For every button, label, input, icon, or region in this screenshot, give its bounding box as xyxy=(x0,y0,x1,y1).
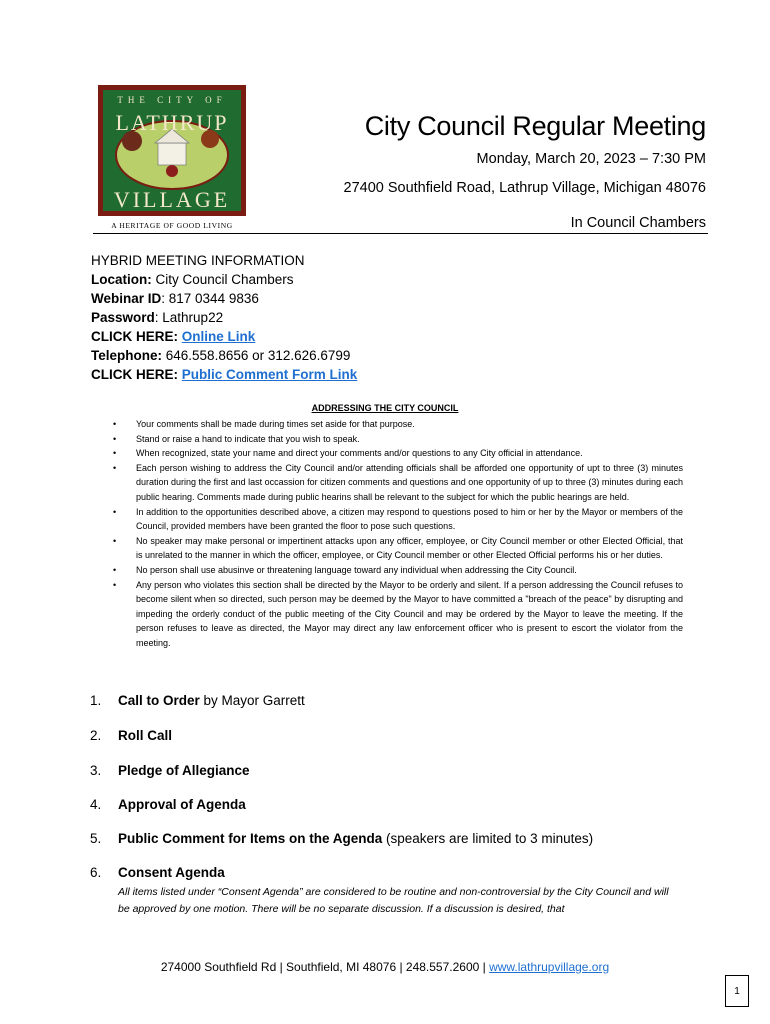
meeting-location: In Council Chambers xyxy=(570,215,706,231)
bullet-icon: • xyxy=(113,506,117,517)
rule-text: When recognized, state your name and direct your comments and/or questions to any City official in attendance. xyxy=(136,448,583,459)
rule-text: Any person who violates this section shall be directed by the Mayor to be orderly and silent. If a person addressing the Council refuses to become silent when so directed, such person may be deemed by the Mayor to have committed a "breach of the peace" by disrupting and impeding the orderly conduct of the public meeting of the City Council and may be ordered by the Mayor to leave the meeting. If the person refuses to leave as directed, the Mayor may direct any law enforcement officer who is present to escort the violator from the meeting. xyxy=(136,579,683,648)
header-divider xyxy=(93,233,708,234)
footer-text: 274000 Southfield Rd | Southfield, MI 48076 | 248.557.2600 | xyxy=(160,960,490,974)
list-item xyxy=(113,563,683,578)
addressing-heading: ADDRESSING THE CITY COUNCIL xyxy=(311,403,459,413)
website-link[interactable]: www.lathrupvillage.org xyxy=(489,960,610,974)
logo-tagline: A HERITAGE OF GOOD LIVING xyxy=(111,221,233,230)
agenda-item xyxy=(90,763,250,778)
location-line xyxy=(91,270,357,289)
hybrid-heading: HYBRID MEETING INFORMATION xyxy=(91,253,305,268)
agenda-number: 2. xyxy=(90,728,102,743)
logo-big-bottom: VILLAGE xyxy=(113,187,231,212)
gazebo-icon xyxy=(158,143,186,165)
consent-agenda-note: All items listed under “Consent Agenda” are considered to be routine and non-controversial by the City Council and will be approved by one motion. There will be no separate discussion. If a discussion is desired, that xyxy=(118,886,669,915)
logo-big-top: LATHRUP xyxy=(115,110,229,135)
webinar-value: : 817 0344 9836 xyxy=(161,291,259,306)
rule-text: Your comments shall be made during times set aside for that purpose. xyxy=(136,419,415,429)
password-line xyxy=(91,308,357,327)
rule-text: Stand or raise a hand to indicate that you wish to speak. xyxy=(136,433,360,444)
agenda-title: Public Comment for Items on the Agenda xyxy=(118,831,383,846)
agenda-number: 3. xyxy=(90,763,102,778)
location-value: City Council Chambers xyxy=(151,272,294,287)
agenda-detail: (speakers are limited to 3 minutes) xyxy=(382,831,594,846)
webinar-line xyxy=(91,289,357,308)
public-comment-form-link[interactable]: Public Comment Form Link xyxy=(181,367,358,382)
telephone-value: 646.558.8656 or 312.626.6799 xyxy=(162,348,351,363)
page-title: City Council Regular Meeting xyxy=(364,111,706,141)
rule-text: No person shall use abusinve or threatening language toward any individual when addressing the City Council. xyxy=(136,564,577,575)
bullet-icon: • xyxy=(113,579,117,590)
location-label: Location: xyxy=(91,272,152,287)
list-item xyxy=(113,417,683,432)
agenda-number: 5. xyxy=(90,831,102,846)
agenda-title: Roll Call xyxy=(118,728,173,743)
agenda-item xyxy=(90,693,305,708)
agenda-title: Call to Order xyxy=(118,693,200,708)
agenda-title: Approval of Agenda xyxy=(118,797,246,812)
agenda-title: Consent Agenda xyxy=(118,865,225,880)
page-number: 1 xyxy=(725,975,749,1007)
agenda-number: 6. xyxy=(90,865,102,880)
lathrup-village-logo-graphic xyxy=(98,85,246,230)
bullet-icon: • xyxy=(113,419,117,429)
telephone-line xyxy=(91,346,357,365)
agenda-number: 4. xyxy=(90,797,102,812)
rule-text: In addition to the opportunities described above, a citizen may respond to questions posed to him or her by the Mayor or members of the Council, provided members have been granted the floor to pose such questions. xyxy=(136,506,683,532)
list-item xyxy=(113,578,683,651)
list-item xyxy=(113,461,683,505)
logo-top-text: THE CITY OF xyxy=(117,95,227,105)
list-item xyxy=(113,534,683,563)
webinar-label: Webinar ID xyxy=(91,291,162,306)
list-item xyxy=(113,432,683,447)
online-link-line xyxy=(91,327,357,346)
bullet-icon: • xyxy=(113,448,117,459)
agenda-number: 1. xyxy=(90,693,102,708)
password-label: Password xyxy=(91,310,155,325)
agenda-item xyxy=(90,797,246,812)
city-logo xyxy=(98,85,246,230)
bullet-icon: • xyxy=(113,433,117,444)
flower-bed-icon xyxy=(166,165,178,177)
agenda-item xyxy=(90,831,593,846)
bullet-icon: • xyxy=(113,564,117,575)
rule-text: No speaker may make personal or impertinent attacks upon any officer, employee, or City Council member or other Elected Official, that is unrelated to the manner in which the officer, employee, or City Council member or other Elected Official performs his or her duties. xyxy=(136,535,683,561)
bullet-icon: • xyxy=(113,462,117,473)
agenda-item xyxy=(90,865,225,880)
bullet-icon: • xyxy=(113,535,117,546)
agenda-detail: by Mayor Garrett xyxy=(199,693,305,708)
agenda-title: Pledge of Allegiance xyxy=(118,763,250,778)
list-item xyxy=(113,446,683,461)
addressing-rules-list xyxy=(113,417,683,651)
online-link[interactable]: Online Link xyxy=(181,329,256,344)
telephone-label: Telephone: xyxy=(91,348,163,363)
click-here-label: CLICK HERE: xyxy=(91,367,178,382)
rule-text: Each person wishing to address the City Council and/or attending officials shall be afforded one opportunity of upt to three (3) minutes duration during the first and last occassion for citizen comments and questions and one opportunity of up to three (3) minutes during each public hearing. Comments made during public hearins shall be relevant to the subject for which the public hearings are held. xyxy=(136,462,683,502)
meeting-address: 27400 Southfield Road, Lathrup Village, Michigan 48076 xyxy=(343,180,706,196)
hybrid-meeting-info xyxy=(91,251,357,384)
agenda-item xyxy=(90,728,172,743)
password-value: : Lathrup22 xyxy=(154,310,224,325)
click-here-label: CLICK HERE: xyxy=(91,329,178,344)
comment-link-line xyxy=(91,365,357,384)
meeting-date: Monday, March 20, 2023 – 7:30 PM xyxy=(476,151,706,167)
page-footer xyxy=(0,960,770,974)
list-item xyxy=(113,505,683,534)
